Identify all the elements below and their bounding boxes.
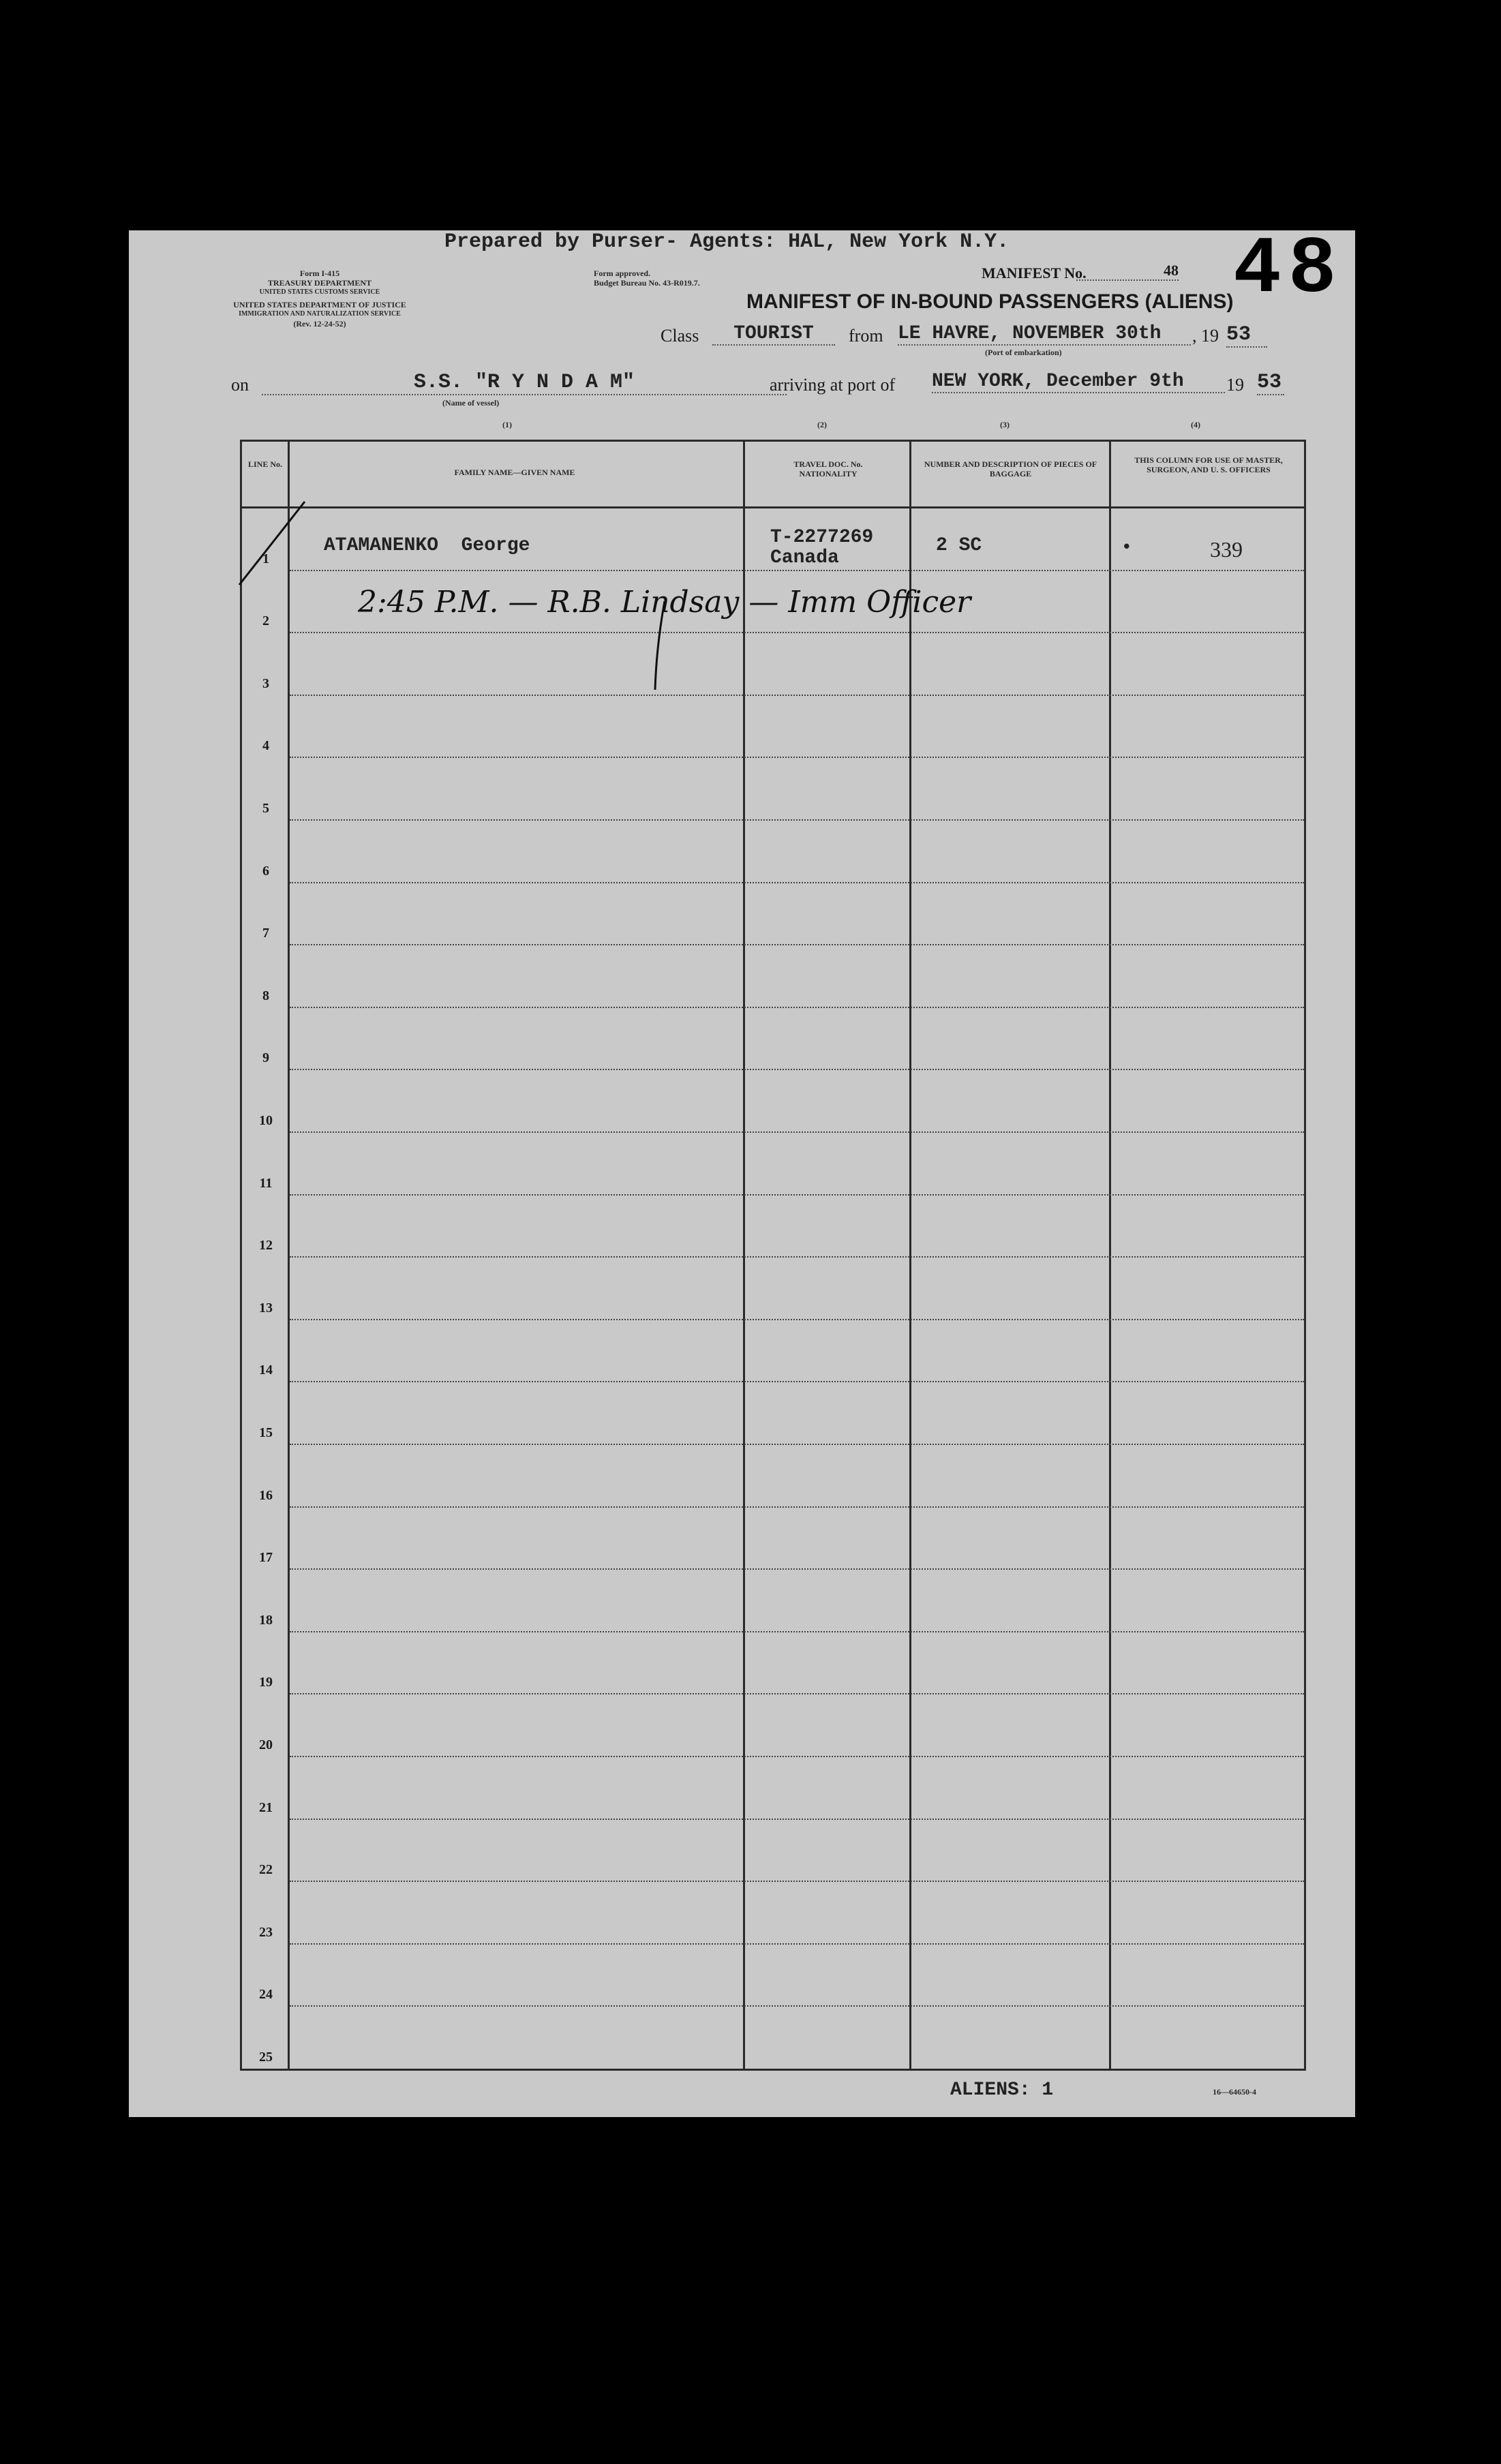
form-approved: Form approved. [594, 269, 651, 278]
year-value: 53 [1226, 323, 1267, 348]
table-row [242, 821, 1304, 883]
budget-bureau: Budget Bureau No. 43-R019.7. [594, 278, 700, 288]
approval-block [594, 269, 700, 288]
handwritten-note: 2:45 P.M. — R.B. Lindsay — Imm Officer [358, 585, 971, 620]
line-number: 13 [259, 1300, 273, 1315]
line-number: 19 [259, 1675, 273, 1690]
justice-dept: UNITED STATES DEPARTMENT OF JUSTICE [233, 300, 406, 309]
line-number: 3 [262, 675, 269, 691]
prepared-by: Prepared by Purser- Agents: HAL, New York N.Y. [444, 230, 1010, 254]
col-head-name: FAMILY NAME—GIVEN NAME [454, 468, 575, 477]
manifest-label: MANIFEST No. [982, 264, 1087, 282]
table-row [242, 633, 1304, 696]
table-row [242, 758, 1304, 821]
line-number: 24 [259, 1987, 273, 2003]
col-head-line-no: LINE No. [247, 459, 282, 469]
line-number: 22 [259, 1862, 273, 1878]
col-head-officers: THIS COLUMN FOR USE OF MASTER, SURGEON, AND U. S. OFFICERS [1134, 455, 1283, 474]
line-number: 25 [259, 2049, 273, 2065]
col-head-baggage: NUMBER AND DESCRIPTION OF PIECES OF BAGGAGE [924, 459, 1097, 478]
col-num-1: (1) [502, 420, 512, 429]
table-row [242, 945, 1304, 1008]
col-num-2: (2) [817, 420, 827, 429]
table-row [242, 1570, 1304, 1632]
line-number: 7 [262, 926, 269, 941]
manifest-number-large: 48 [1233, 225, 1344, 316]
table-row [242, 2007, 1304, 2069]
table-row [242, 696, 1304, 759]
table-row [242, 1632, 1304, 1695]
treasury-dept: TREASURY DEPARTMENT [267, 278, 372, 288]
col-num-4: (4) [1191, 420, 1200, 429]
passenger-table [240, 440, 1306, 2071]
table-row [242, 1258, 1304, 1320]
form-number: Form I-415 [299, 269, 340, 278]
check-mark [237, 496, 312, 592]
vessel-caption: (Name of vessel) [442, 398, 500, 408]
table-row [242, 1133, 1304, 1196]
line-number: 20 [259, 1737, 273, 1752]
baggage-count: 2 SC [936, 535, 982, 556]
line-number: 23 [259, 1924, 273, 1940]
col-num-3: (3) [1000, 420, 1010, 429]
manifest-number-small: 48 [1076, 262, 1179, 281]
class-value: TOURIST [712, 323, 835, 346]
table-row [242, 1694, 1304, 1757]
line-number: 5 [262, 800, 269, 816]
arrival-year-prefix: 19 [1226, 375, 1244, 395]
line-number: 21 [259, 1799, 273, 1815]
table-row [242, 1070, 1304, 1133]
signature-stroke [651, 598, 671, 694]
table-row [242, 1008, 1304, 1071]
port-caption: (Port of embarkation) [985, 348, 1062, 357]
class-label: Class [661, 326, 699, 346]
ins-service: IMMIGRATION AND NATURALIZATION SERVICE [239, 310, 401, 318]
line-number: 11 [259, 1175, 273, 1191]
line-number: 1 [262, 551, 269, 566]
passenger-name: ATAMANENKO George [324, 535, 530, 556]
table-row [242, 1445, 1304, 1508]
vessel-value: S.S. "R Y N D A M" [262, 371, 787, 395]
table-row [242, 1757, 1304, 1820]
customs-service: UNITED STATES CUSTOMS SERVICE [259, 288, 380, 296]
from-value: LE HAVRE, NOVEMBER 30th [898, 323, 1191, 346]
line-number: 17 [259, 1550, 273, 1566]
table-row [242, 1320, 1304, 1383]
nationality: Canada [770, 547, 839, 568]
aliens-total: ALIENS: 1 [950, 2080, 1054, 2101]
table-row [242, 1882, 1304, 1945]
from-label: from [849, 326, 883, 346]
manifest-sheet [129, 225, 1355, 2117]
year-prefix: , 19 [1192, 326, 1219, 346]
table-row [242, 1945, 1304, 2007]
line-number: 14 [259, 1363, 273, 1378]
line-number: 6 [262, 863, 269, 879]
table-row [242, 1820, 1304, 1883]
form-block [211, 269, 429, 329]
line-number: 2 [262, 613, 269, 629]
travel-doc-number: T-2277269 [770, 527, 874, 548]
table-row [242, 1508, 1304, 1570]
line-number: 16 [259, 1487, 273, 1503]
line-number: 4 [262, 738, 269, 754]
officer-number: 339 [1210, 537, 1243, 562]
officer-mark: • [1121, 537, 1132, 558]
line-number: 18 [259, 1612, 273, 1628]
on-label: on [231, 375, 249, 395]
arriving-label: arriving at port of [770, 375, 896, 395]
line-number: 12 [259, 1238, 273, 1253]
line-number: 8 [262, 988, 269, 1003]
table-row [242, 883, 1304, 946]
table-row [242, 1382, 1304, 1445]
arrival-value: NEW YORK, December 9th [932, 371, 1225, 393]
line-number: 15 [259, 1425, 273, 1440]
arrival-year: 53 [1257, 371, 1284, 395]
col-head-travel-doc: TRAVEL DOC. No. NATIONALITY [793, 459, 863, 478]
manifest-title: MANIFEST OF IN-BOUND PASSENGERS (ALIENS) [746, 290, 1234, 313]
line-number: 9 [262, 1050, 269, 1066]
line-number: 10 [259, 1112, 273, 1128]
print-code: 16—64650-4 [1213, 2087, 1256, 2097]
table-row [242, 1196, 1304, 1258]
revision: (Rev. 12-24-52) [293, 319, 346, 329]
